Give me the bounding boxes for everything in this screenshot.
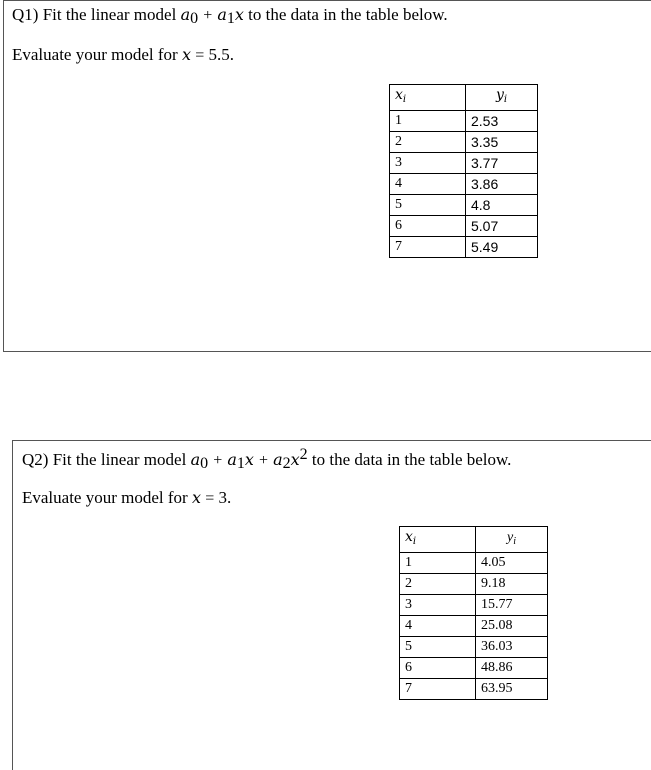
question-2-evaluate: Evaluate your model for x = 3.: [22, 488, 232, 507]
q2-table-row: [400, 658, 548, 679]
question-2-suffix: to the data in the table below.: [311, 450, 512, 469]
q2-header-y: $y_i$: [476, 527, 548, 553]
q1-x-cell: 6: [390, 216, 466, 237]
q2-x-cell: 3: [400, 595, 476, 616]
q2-y-cell: 15.77: [476, 595, 548, 616]
question-1-model: $a_0 + a_1x$: [180, 5, 244, 27]
question-2-eval-prefix: Evaluate your model for: [22, 488, 188, 507]
q2-table-header: [400, 527, 548, 553]
q1-table-row: [390, 237, 538, 258]
q2-y-cell: 4.05: [476, 553, 548, 574]
q1-y-cell: 3.86: [466, 174, 538, 195]
q2-y-cell: 25.08: [476, 616, 548, 637]
question-2-label: Q2) Fit the linear model: [22, 450, 187, 469]
q1-y-cell: 3.77: [466, 153, 538, 174]
q2-table-row: [400, 637, 548, 658]
q1-x-cell: 4: [390, 174, 466, 195]
q2-y-cell: 48.86: [476, 658, 548, 679]
q1-header-y: $y_i$: [466, 85, 538, 111]
q1-y-cell: 5.07: [466, 216, 538, 237]
q1-table-row: [390, 216, 538, 237]
q1-y-cell: 4.8: [466, 195, 538, 216]
q1-y-cell: 2.53: [466, 111, 538, 132]
q2-x-cell: 2: [400, 574, 476, 595]
q2-y-cell: 63.95: [476, 679, 548, 700]
question-1-title: [12, 5, 448, 28]
q2-y-cell: 9.18: [476, 574, 548, 595]
q2-table-row: [400, 553, 548, 574]
question-1-label: Q1) Fit the linear model: [12, 5, 177, 24]
q2-x-cell: 5: [400, 637, 476, 658]
q2-x-cell: 4: [400, 616, 476, 637]
q2-table-row: [400, 679, 548, 700]
q2-y-cell: 36.03: [476, 637, 548, 658]
question-1-suffix: to the data in the table below.: [248, 5, 448, 24]
q2-table-row: [400, 595, 548, 616]
question-2-title: [22, 446, 511, 473]
q1-x-cell: 7: [390, 237, 466, 258]
q1-y-cell: 3.35: [466, 132, 538, 153]
q1-header-x: $x_i$: [390, 85, 466, 111]
q1-table-row: [390, 174, 538, 195]
question-2-eval-value: 3.: [218, 488, 232, 507]
question-1-eval-value: 5.5.: [208, 45, 235, 64]
q2-x-cell: 6: [400, 658, 476, 679]
q1-y-cell: 5.49: [466, 237, 538, 258]
q1-table-row: [390, 195, 538, 216]
q1-table-row: [390, 111, 538, 132]
question-2-model: $a_0 + a_1x + a_2x^2$: [190, 446, 308, 472]
q2-table-row: [400, 574, 548, 595]
q1-x-cell: 2: [390, 132, 466, 153]
q2-x-cell: 7: [400, 679, 476, 700]
question-1-eval-prefix: Evaluate your model for: [12, 45, 178, 64]
q1-table-header: [390, 85, 538, 111]
question-1-data-table: [389, 84, 538, 258]
q1-table-row: [390, 132, 538, 153]
q2-x-cell: 1: [400, 553, 476, 574]
q1-x-cell: 3: [390, 153, 466, 174]
question-2-data-table: [399, 526, 548, 700]
q2-table-row: [400, 616, 548, 637]
q2-header-x: $x_i$: [400, 527, 476, 553]
q1-x-cell: 5: [390, 195, 466, 216]
question-1-evaluate: Evaluate your model for x = 5.5.: [12, 45, 235, 64]
q1-table-row: [390, 153, 538, 174]
q1-x-cell: 1: [390, 111, 466, 132]
